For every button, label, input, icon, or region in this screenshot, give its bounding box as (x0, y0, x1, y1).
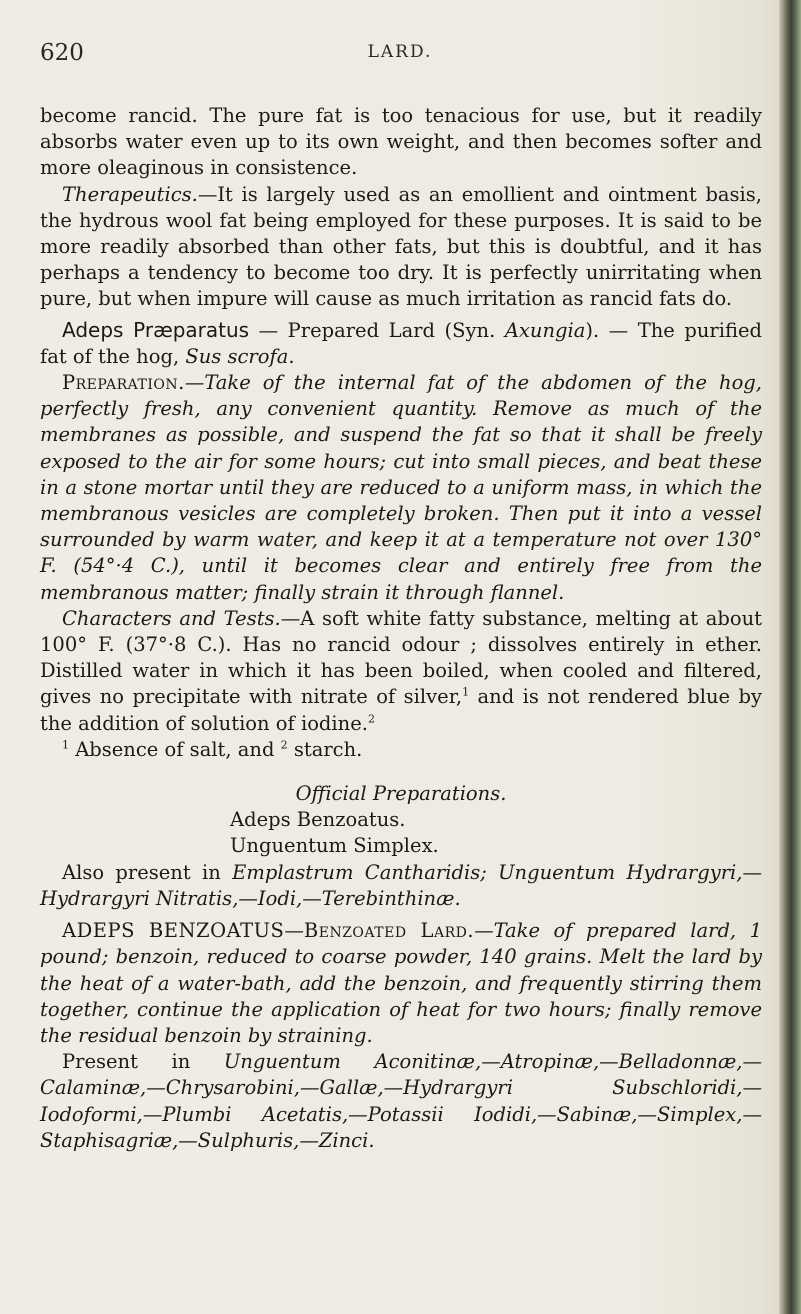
paragraph-therapeutics (40, 182, 762, 313)
preparation-text: —Take of the internal fat of the abdomen of the hog, perfectly fresh, any convenient quantity. Remove as much of the membranes as possible, and suspend the fat so that it shall be freely exposed to the air for some hours; cut into small pieces, and beat these in a stone mortar until they are reduced to a uniform mass, in which the membranous vesicles are completely broken. Then put it into a vessel surrounded by warm water, and keep it at a temperature not over 130° F. (54°·4 C.), until it becomes clear and entirely free from the membranous matter; finally strain it through flannel. (40, 371, 762, 604)
paragraph-benzoatus: ADEPS BENZOATUS—Benzoated Lard.—Take of prepared lard, 1 pound; benzoin, reduced to coarse powder, 140 grains. Melt the lard by the heat of a water-bath, add the benzoin, and frequently stirring them together, continue the application of heat for two hours; finally remove the residual benzoin by straining. (40, 919, 763, 1047)
therapeutics-text: —It is largely used as an emollient and ointment basis, the hydrous wool fat being employed for these purposes. It is said to be more readily absorbed than other fats, but this is doubtful, and it has perhaps a tendency to become too dry. It is perfectly unirritating when pure, but when impure will cause as much irritation as rancid fats do. (40, 182, 762, 311)
page-header (40, 40, 760, 70)
adeps-title: Adeps Præparatus (62, 317, 250, 342)
page-number: 620 (40, 40, 84, 66)
paragraph-preparation (40, 370, 762, 606)
paragraph-characters: Characters and Tests.—A soft white fatty substance, melting at about 100° F. (37°·8 C.). Has no rancid odour ; dissolves entirely in ether. Distilled water in which it has been boiled, when cooled and filtered, gives no precipitate with nitrate of silver,$^1$ and is not rendered blue by the addition of solution of iodine.$^2$ (40, 606, 763, 735)
page-body (40, 103, 762, 1154)
characters-label: Characters and Tests. (62, 606, 281, 630)
official-preparations-heading: Official Preparations. (295, 782, 507, 806)
official-item: Unguentum Simplex. (230, 834, 439, 858)
paragraph-present-in: Present in Unguentum Aconitinæ,—Atropinæ,—Belladonnæ,—Calaminæ,—Chrysarobini,—Gallæ,—Hydrargyri Subschloridi,—Iodoformi,—Plumbi Acetatis,—Potassii Iodidi,—Sabinæ,—Simplex,—Staphisagriæ,—Sulphuris,—Zinci. (40, 1050, 762, 1152)
paragraph-continuation: become rancid. The pure fat is too tenacious for use, but it readily absorbs water even up to its own weight, and then becomes softer and more oleaginous in consistence. (40, 104, 762, 180)
running-head: LARD. (367, 42, 433, 62)
preparation-label: Preparation. (62, 371, 185, 395)
paragraph-adeps: Adeps Præparatus — Prepared Lard (Syn. Axungia). — The purified fat of the hog, Sus scrofa. (40, 317, 763, 368)
paragraph-also-present: Also present in Emplastrum Cantharidis; Unguentum Hydrargyri,—Hydrargyri Nitratis,—Iodi,—Terebinthinæ. (40, 860, 762, 910)
official-item: Adeps Benzoatus. (230, 808, 406, 832)
page-edge (779, 0, 801, 1314)
footnote: $^1$ Absence of salt, and $^2$ starch. (62, 737, 363, 761)
therapeutics-label: Therapeutics. (62, 182, 198, 206)
benzoatus-title: ADEPS BENZOATUS (62, 919, 285, 943)
